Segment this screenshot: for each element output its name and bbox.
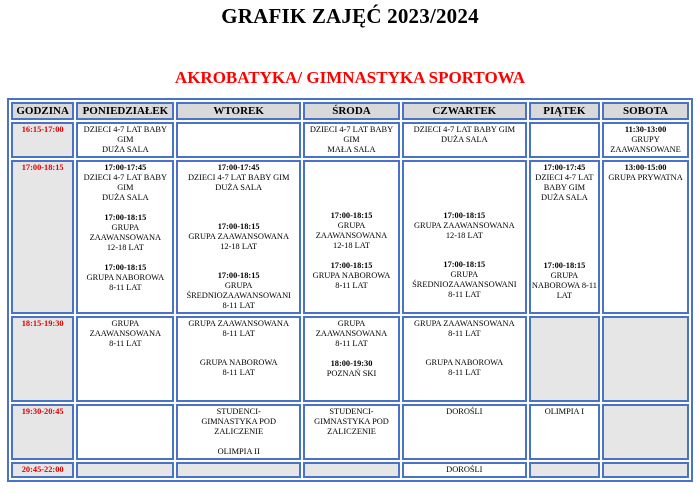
cell-time: 17:00-18:15 bbox=[217, 222, 260, 231]
cell-time: 17:00-17:45 bbox=[217, 163, 260, 172]
cell-line: GRUPA NABOROWA 8-11 LAT bbox=[531, 271, 597, 300]
cell-time: 17:00-17:45 bbox=[104, 163, 147, 172]
cell-line: DUŻA SALA bbox=[215, 183, 263, 192]
cell-line: GRUPY ZAAWANSOWANE bbox=[610, 135, 681, 154]
cell-sat bbox=[602, 404, 689, 460]
cell-time: 11:30-13:00 bbox=[624, 125, 667, 134]
schedule-table bbox=[7, 98, 693, 482]
table-row bbox=[11, 316, 689, 402]
cell-wed bbox=[303, 404, 400, 460]
cell-line: 8-11 LAT bbox=[448, 329, 481, 338]
cell-time: 17:00-18:15 bbox=[104, 213, 147, 222]
time-cell: 19:30-20:45 bbox=[11, 404, 74, 460]
cell-line: GRUPA NABOROWA bbox=[425, 358, 504, 367]
page-subtitle: AKROBATYKA/ GIMNASTYKA SPORTOWA bbox=[174, 68, 526, 87]
cell-line: STUDENCI- GIMNASTYKA POD ZALICZENIE bbox=[314, 407, 389, 436]
cell-line: GRUPA ZAAWANSOWANA bbox=[413, 221, 515, 230]
cell-sat bbox=[602, 462, 689, 478]
cell-line: GRUPA NABOROWA bbox=[312, 271, 391, 280]
cell-line: 8-11 LAT bbox=[335, 339, 368, 348]
cell-line: DUŻA SALA bbox=[101, 145, 149, 154]
cell-line: 12-18 LAT bbox=[106, 243, 144, 252]
cell-line: DUŻA SALA bbox=[540, 193, 588, 202]
cell-line: 8-11 LAT bbox=[335, 281, 368, 290]
cell-line: 12-18 LAT bbox=[220, 242, 258, 251]
header-poniedzialek: PONIEDZIAŁEK bbox=[76, 102, 174, 120]
cell-mon bbox=[76, 122, 174, 158]
cell-line: 8-11 LAT bbox=[222, 368, 255, 377]
cell-fri bbox=[529, 160, 601, 314]
cell-line: GRUPA NABOROWA bbox=[86, 273, 165, 282]
cell-line: MAŁA SALA bbox=[327, 145, 376, 154]
time-cell: 20:45-22:00 bbox=[11, 462, 74, 478]
cell-sat bbox=[602, 316, 689, 402]
time-cell: 17:00-18:15 bbox=[11, 160, 74, 314]
cell-line: OLIMPIA I bbox=[544, 407, 585, 416]
header-wtorek: WTOREK bbox=[176, 102, 301, 120]
cell-line: GRUPA NABOROWA bbox=[199, 358, 278, 367]
cell-time: 17:00-18:15 bbox=[543, 261, 586, 270]
cell-fri bbox=[529, 122, 601, 158]
table-row bbox=[11, 122, 689, 158]
cell-line: DZIECI 4-7 LAT BABY GIM bbox=[83, 173, 168, 192]
table-row bbox=[11, 160, 689, 314]
cell-mon bbox=[76, 160, 174, 314]
cell-tue bbox=[176, 160, 301, 314]
cell-time: 17:00-18:15 bbox=[443, 260, 486, 269]
cell-wed bbox=[303, 160, 400, 314]
cell-wed bbox=[303, 122, 400, 158]
cell-line: DOROŚLI bbox=[446, 407, 483, 416]
cell-time: 17:00-18:15 bbox=[443, 211, 486, 220]
table-row bbox=[11, 404, 689, 460]
cell-thu bbox=[402, 462, 527, 478]
cell-thu bbox=[402, 122, 527, 158]
cell-time: 13:00-15:00 bbox=[624, 163, 667, 172]
cell-fri bbox=[529, 462, 601, 478]
cell-line: STUDENCI- GIMNASTYKA POD ZALICZENIE bbox=[201, 407, 277, 436]
header-godzina: GODZINA bbox=[11, 102, 74, 120]
table-row bbox=[11, 462, 689, 478]
cell-thu bbox=[402, 160, 527, 314]
cell-tue bbox=[176, 316, 301, 402]
cell-thu bbox=[402, 404, 527, 460]
cell-line: 8-11 LAT bbox=[448, 290, 481, 299]
header-czwartek: CZWARTEK bbox=[402, 102, 527, 120]
header-sroda: ŚRODA bbox=[303, 102, 400, 120]
cell-sat bbox=[602, 160, 689, 314]
time-cell: 16:15-17:00 bbox=[11, 122, 74, 158]
cell-line: DZIECI 4-7 LAT BABY GIM bbox=[413, 125, 516, 134]
header-row bbox=[11, 102, 689, 120]
cell-time: 17:00-18:15 bbox=[104, 263, 147, 272]
time-cell: 18:15-19:30 bbox=[11, 316, 74, 402]
header-piatek: PIĄTEK bbox=[529, 102, 601, 120]
cell-thu bbox=[402, 316, 527, 402]
cell-line: DZIECI 4-7 LAT BABY GIM bbox=[83, 125, 168, 144]
cell-line: 8-11 LAT bbox=[448, 368, 481, 377]
cell-line: DOROŚLI bbox=[446, 465, 483, 474]
cell-mon bbox=[76, 316, 174, 402]
cell-line: 8-11 LAT bbox=[109, 283, 142, 292]
cell-line: POZNAŃ SKI bbox=[326, 369, 377, 378]
cell-wed bbox=[303, 462, 400, 478]
cell-line: GRUPA ZAAWANSOWANA bbox=[188, 319, 290, 328]
cell-line: 8-11 LAT bbox=[222, 329, 255, 338]
cell-tue bbox=[176, 122, 301, 158]
cell-line: GRUPA ZAAWANSOWANA bbox=[89, 223, 162, 242]
cell-wed bbox=[303, 316, 400, 402]
cell-line: GRUPA ŚREDNIOZAAWANSOWANI bbox=[412, 270, 517, 289]
cell-line: GRUPA PRYWATNA bbox=[608, 173, 683, 182]
header-sobota: SOBOTA bbox=[602, 102, 689, 120]
cell-time: 18:00-19:30 bbox=[330, 359, 373, 368]
page-title: GRAFIK ZAJĘĆ 2023/2024 bbox=[221, 4, 479, 28]
cell-line: DUŻA SALA bbox=[440, 135, 488, 144]
cell-time: 17:00-18:15 bbox=[330, 261, 373, 270]
cell-line: GRUPA ZAAWANSOWANA bbox=[188, 232, 290, 241]
cell-fri bbox=[529, 404, 601, 460]
cell-line: 12-18 LAT bbox=[333, 241, 370, 250]
cell-line: GRUPA ZAAWANSOWANA bbox=[315, 221, 388, 240]
cell-time: 17:00-18:15 bbox=[217, 271, 260, 280]
cell-line: GRUPA ŚREDNIOZAAWANSOWANI bbox=[186, 281, 291, 300]
cell-line: 8-11 LAT bbox=[109, 339, 142, 348]
cell-line: DZIECI 4-7 LAT BABY GIM bbox=[187, 173, 290, 182]
cell-line: OLIMPIA II bbox=[217, 447, 260, 456]
cell-line: 8-11 LAT bbox=[222, 301, 255, 310]
cell-line: GRUPA ZAAWANSOWANA bbox=[89, 319, 162, 338]
cell-tue bbox=[176, 462, 301, 478]
cell-sat bbox=[602, 122, 689, 158]
cell-line: 12-18 LAT bbox=[445, 231, 483, 240]
cell-tue bbox=[176, 404, 301, 460]
cell-line: DZIECI 4-7 LAT BABY GIM bbox=[535, 173, 594, 192]
cell-line: GRUPA ZAAWANSOWANA bbox=[413, 319, 515, 328]
cell-mon bbox=[76, 404, 174, 460]
cell-line: GRUPA ZAAWANSOWANA bbox=[315, 319, 388, 338]
cell-time: 17:00-18:15 bbox=[330, 211, 373, 220]
cell-fri bbox=[529, 316, 601, 402]
cell-mon bbox=[76, 462, 174, 478]
cell-time: 17:00-17:45 bbox=[543, 163, 586, 172]
cell-line: DZIECI 4-7 LAT BABY GIM bbox=[309, 125, 394, 144]
cell-line: DUŻA SALA bbox=[101, 193, 149, 202]
